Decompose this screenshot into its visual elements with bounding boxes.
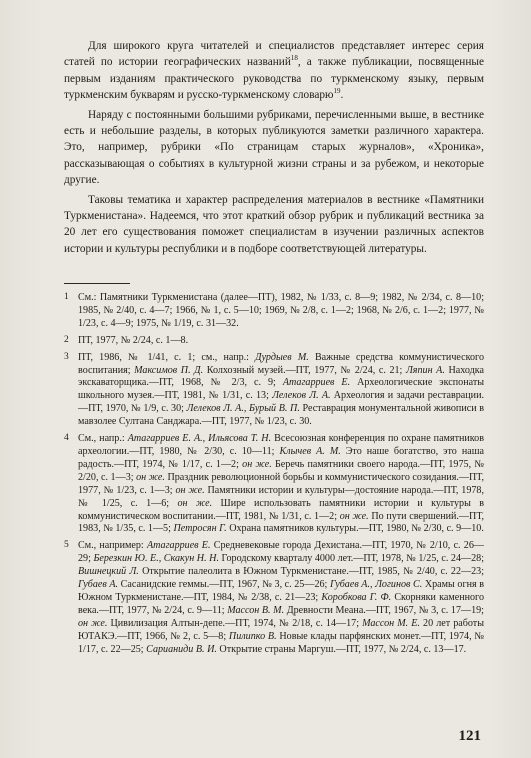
- author-name: он же.: [78, 617, 108, 629]
- text-run: Реставрация монументальной живописи в мавзолее Султана Санджара.—ПТ, 1977, № 1/23, с. 30.: [78, 403, 484, 428]
- author-name: Березкин Ю. Е., Скакун Н. Н.: [93, 553, 219, 565]
- author-name: Ляпин А.: [405, 364, 445, 376]
- text-run: Таковы тематика и характер распределения материалов в вестнике «Памятники Туркменистана». Надеемся, что этот краткий обзор рубрик и публикаций вестника за 20 лет его существования поможет специалистам в изучении различных аспектов истории и культуры республики и в подборе соответствующей литературы.: [64, 193, 484, 255]
- author-name: он же.: [136, 471, 165, 483]
- text-run: Скорняки каменного века.—ПТ, 1977, № 2/24, с. 9—11;: [78, 591, 484, 616]
- footnote: [64, 352, 484, 429]
- author-name: он же.: [339, 510, 369, 522]
- page-number: 121: [458, 728, 481, 744]
- footnote-text: [78, 540, 484, 656]
- text-run: 20 лет работы ЮТАКЭ.—ПТ, 1966, № 2, с. 5—8;: [78, 617, 484, 642]
- author-name: Атагарриев Е.: [282, 377, 351, 389]
- text-run: См., напр.:: [78, 433, 128, 445]
- author-name: Сарианиди В. И.: [146, 643, 217, 655]
- text-run: Для широкого круга читателей и специалистов представляет интерес серия статей по истории географических названий: [64, 40, 484, 69]
- text-run: Цивилизация Алтын-депе.—ПТ, 1974, № 2/18, с. 14—17;: [107, 617, 363, 629]
- footnote-number: 4: [64, 433, 69, 444]
- text-run: Колхозный музей.—ПТ, 1977, № 2/24, с. 21;: [203, 364, 406, 376]
- footnotes: [64, 292, 484, 660]
- footnote-text: [78, 292, 484, 331]
- text-run: Наряду с постоянными большими рубриками, перечисленными выше, в вестнике есть и небольшие разделы, в которых публикуются заметки различного характера. Это, например, рубрики «По страницам старых журналов», «Хроника», рассказывающая о событиях в культурной жизни страны и за рубежом, и некоторые другие.: [64, 108, 484, 187]
- footnote: [64, 292, 484, 331]
- text-run: Праздник революционной борьбы и коммунистического созидания.—ПТ, 1977, № 1/23, с. 1—3;: [78, 471, 484, 496]
- author-name: Атагарриев Е.: [146, 540, 211, 552]
- main-text: [64, 38, 484, 260]
- author-name: Лелеков Л. А.: [272, 390, 331, 402]
- footnote-text: [78, 335, 484, 348]
- text-run: Беречь памятники своего народа.—ПТ, 1975, № 2/20, с. 1—3;: [78, 458, 484, 483]
- author-name: он же.: [242, 458, 272, 470]
- text-run: Открытие страны Маргуш.—ПТ, 1977, № 2/24, с. 13—17.: [216, 643, 467, 655]
- text-run: См.: Памятники Туркменистана (далее—ПТ), 1982, № 1/33, с. 8—9; 1982, № 2/34, с. 8—10; 1985, № 2/40, с. 4—7; 1966, № 1, с. 5—10; 1969, № 2/8, с. 1—2; 1968, № 2/6, с. 1—2; 1977, № 1/23, с. 4—9; 1975, № 1/19, с. 31—32.: [78, 292, 484, 329]
- text-run: Охрана памятников культуры.—ПТ, 1980, № 2/30, с. 9—10.: [226, 523, 484, 535]
- author-name: он же.: [177, 497, 213, 509]
- footnote: [64, 540, 484, 656]
- footnote-text: [78, 352, 484, 429]
- footnote-number: 1: [64, 292, 69, 302]
- author-name: Петросян Г.: [173, 523, 227, 535]
- footnote-ref: 18: [290, 54, 298, 63]
- footnote-number: 2: [64, 334, 69, 345]
- text-run: Новые клады парфянских монет.—ПТ, 1974, № 1/17, с. 22—25;: [78, 630, 484, 655]
- footnote: [64, 335, 484, 348]
- author-name: Массон В. М.: [227, 604, 285, 616]
- text-run: Храмы огня в Южном Туркменистане.—ПТ, 1984, № 2/38, с. 21—23;: [78, 579, 484, 603]
- text-run: Сасанидские геммы.—ПТ, 1967, № 3, с. 25—26;: [118, 579, 330, 591]
- text-run: Древности Меана.—ПТ, 1967, № 3, с. 17—19;: [284, 604, 484, 616]
- text-run: Находка экскаваторщика.—ПТ, 1968, № 2/3, с. 9;: [78, 364, 485, 389]
- author-name: Коробкова Г. Ф.: [321, 591, 392, 603]
- text-run: Городскому кварталу 4000 лет.—ПТ, 1978, № 1/25, с. 24—28;: [218, 553, 484, 565]
- text-run: Археологические экспонаты школьного музея.—ПТ, 1981, № 1/31, с. 13;: [78, 377, 485, 402]
- text-run: ПТ, 1977, № 2/24, с. 1—8.: [78, 334, 189, 346]
- text-run: Это наше богатство, это наша радость.—ПТ, 1974, № 1/17, с. 1—2;: [78, 445, 484, 470]
- text-run: Памятники истории и культуры—достояние народа.—ПТ, 1978, № 1/25, с. 1—6;: [78, 484, 484, 509]
- footnote-number: 3: [64, 351, 69, 362]
- text-run: ПТ, 1986, № 1/41, с. 1; см., напр.:: [78, 351, 256, 363]
- text-run: Средневековые города Дехистана.—ПТ, 1970, № 2/10, с. 26—29;: [78, 540, 484, 565]
- text-run: , а также публикации, посвященные первым изданиям практического руководства по туркменскому языку, первым туркменским букварям и русско-туркменскому словарю: [64, 56, 484, 102]
- footnote-number: 5: [64, 540, 69, 551]
- paragraph: [64, 107, 484, 189]
- text-run: Шире использовать памятники истории и культуры в коммунистическом воспитании.—ПТ, 1981, № 1/31, с. 1—2;: [78, 497, 484, 522]
- author-name: он же.: [175, 484, 205, 496]
- author-name: Атагарриев Е. А., Ильясова Т. Н.: [127, 433, 272, 445]
- text-run: Всесоюзная конференция по охране памятников археологии.—ПТ, 1980, № 2/30, с. 10—11;: [78, 433, 484, 457]
- author-name: Дурдыев М.: [255, 351, 309, 363]
- author-name: Клычев А. М.: [279, 445, 341, 457]
- text-run: По пути свершений.—ПТ, 1983, № 1/35, с. 1—5;: [78, 510, 484, 535]
- author-name: Максимов П. Д.: [134, 364, 204, 376]
- footnote-ref: 19: [333, 87, 341, 96]
- text-run: Важные средства коммунистического воспитания;: [78, 351, 484, 376]
- footnote: [64, 433, 484, 536]
- footnote-separator: [64, 283, 130, 284]
- text-run: См., например:: [78, 540, 147, 552]
- paragraph: [64, 192, 484, 258]
- text-run: .: [340, 89, 344, 102]
- footnote-text: [78, 433, 484, 536]
- text-run: Археология и задачи реставрации.—ПТ, 1970, № 1/9, с. 30;: [78, 390, 485, 415]
- author-name: Губаев А.: [78, 579, 119, 591]
- author-name: Лелеков Л. А., Бурый В. П.: [186, 403, 300, 415]
- author-name: Вишнецкий Л.: [78, 566, 139, 578]
- paragraph: [64, 38, 484, 104]
- author-name: Пилипко В.: [228, 630, 277, 642]
- author-name: Массон М. Е.: [362, 617, 420, 629]
- author-name: Губаев А., Логинов С.: [329, 579, 423, 591]
- text-run: Открытие палеолита в Южном Туркменистане.—ПТ, 1985, № 2/40, с. 22—23;: [138, 566, 484, 578]
